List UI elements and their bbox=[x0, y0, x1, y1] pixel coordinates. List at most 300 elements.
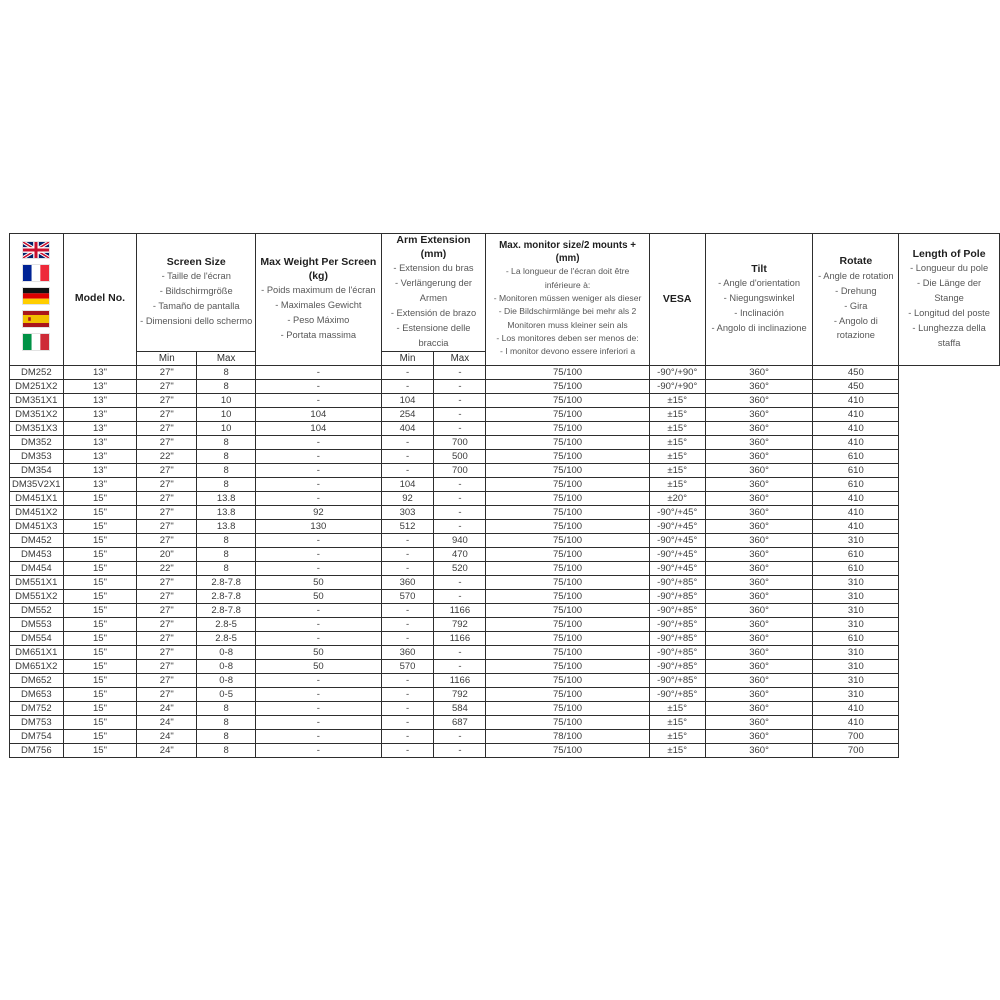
cell-rotate: 360° bbox=[705, 645, 813, 659]
cell-arm-max: - bbox=[381, 715, 434, 729]
cell-max-weight: 8 bbox=[197, 449, 256, 463]
cell-rotate: 360° bbox=[705, 589, 813, 603]
cell-model: DM552 bbox=[10, 603, 64, 617]
cell-screen-min: 15" bbox=[63, 729, 137, 743]
cell-model: DM451X3 bbox=[10, 519, 64, 533]
cell-vesa: 75/100 bbox=[486, 673, 649, 687]
tilt-trans-fr: - Angle d'orientation bbox=[718, 278, 801, 289]
cell-pole-length: 310 bbox=[813, 673, 899, 687]
arm-extension-title: Arm Extension (mm) bbox=[396, 234, 471, 260]
cell-vesa: 75/100 bbox=[486, 603, 649, 617]
cell-screen-min: 15" bbox=[63, 589, 137, 603]
cell-screen-min: 15" bbox=[63, 701, 137, 715]
cell-model: DM454 bbox=[10, 561, 64, 575]
cell-arm-max: - bbox=[381, 617, 434, 631]
cell-tilt: ±15° bbox=[649, 463, 705, 477]
cell-screen-max: 27" bbox=[137, 477, 197, 491]
pole-title: Length of Pole bbox=[912, 247, 986, 260]
cell-arm-min: - bbox=[256, 743, 382, 757]
cell-rotate: 360° bbox=[705, 673, 813, 687]
cell-model: DM451X1 bbox=[10, 491, 64, 505]
cell-arm-max: - bbox=[381, 687, 434, 701]
table-row bbox=[10, 407, 1000, 421]
cell-model: DM353 bbox=[10, 449, 64, 463]
cell-rotate: 360° bbox=[705, 729, 813, 743]
cell-model: DM35V2X1 bbox=[10, 477, 64, 491]
table-row bbox=[10, 505, 1000, 519]
cell-screen-max: 27" bbox=[137, 491, 197, 505]
cell-max-monitor: - bbox=[434, 519, 486, 533]
table-row bbox=[10, 743, 1000, 757]
spec-table-body bbox=[10, 365, 1000, 757]
cell-arm-max: 360 bbox=[381, 575, 434, 589]
arm-ext-trans-de: - Verlängerung der Armen bbox=[394, 278, 472, 304]
cell-max-monitor: 500 bbox=[434, 449, 486, 463]
cell-arm-max: 512 bbox=[381, 519, 434, 533]
cell-screen-max: 24" bbox=[137, 701, 197, 715]
language-flags-cell bbox=[10, 234, 64, 366]
cell-rotate: 360° bbox=[705, 449, 813, 463]
max-weight-trans-es: - Peso Máximo bbox=[287, 314, 350, 325]
cell-max-weight: 8 bbox=[197, 435, 256, 449]
cell-pole-length: 450 bbox=[813, 379, 899, 393]
italy-flag-icon bbox=[23, 334, 49, 350]
max-monitor-trans-fr: - La longueur de l'écran doit être inférieure à: bbox=[505, 266, 630, 290]
cell-rotate: 360° bbox=[705, 561, 813, 575]
cell-screen-max: 27" bbox=[137, 533, 197, 547]
cell-model: DM252 bbox=[10, 365, 64, 379]
cell-rotate: 360° bbox=[705, 505, 813, 519]
cell-pole-length: 410 bbox=[813, 421, 899, 435]
cell-arm-min: - bbox=[256, 379, 382, 393]
cell-arm-max: - bbox=[381, 561, 434, 575]
cell-rotate: 360° bbox=[705, 575, 813, 589]
cell-pole-length: 310 bbox=[813, 575, 899, 589]
cell-vesa: 75/100 bbox=[486, 449, 649, 463]
cell-screen-min: 15" bbox=[63, 491, 137, 505]
cell-model: DM451X2 bbox=[10, 505, 64, 519]
cell-max-monitor: - bbox=[434, 645, 486, 659]
cell-vesa: 75/100 bbox=[486, 575, 649, 589]
cell-vesa: 75/100 bbox=[486, 533, 649, 547]
cell-max-weight: 8 bbox=[197, 715, 256, 729]
cell-tilt: -90°/+85° bbox=[649, 659, 705, 673]
cell-rotate: 360° bbox=[705, 743, 813, 757]
cell-tilt: -90°/+85° bbox=[649, 617, 705, 631]
cell-max-monitor: - bbox=[434, 743, 486, 757]
cell-model: DM453 bbox=[10, 547, 64, 561]
cell-pole-length: 610 bbox=[813, 631, 899, 645]
cell-max-weight: 8 bbox=[197, 379, 256, 393]
cell-vesa: 75/100 bbox=[486, 589, 649, 603]
pole-trans-it: - Lunghezza della staffa bbox=[912, 322, 986, 348]
cell-arm-max: - bbox=[381, 631, 434, 645]
cell-screen-min: 13" bbox=[63, 407, 137, 421]
tilt-trans-it: - Angolo di inclinazione bbox=[711, 322, 807, 333]
cell-max-monitor: 1166 bbox=[434, 603, 486, 617]
screen-size-title: Screen Size bbox=[166, 255, 226, 268]
cell-screen-max: 27" bbox=[137, 463, 197, 477]
cell-vesa: 75/100 bbox=[486, 477, 649, 491]
screen-size-trans-fr: - Taille de l'écran bbox=[161, 271, 231, 282]
cell-tilt: -90°/+90° bbox=[649, 365, 705, 379]
cell-model: DM652 bbox=[10, 673, 64, 687]
france-flag-icon bbox=[23, 265, 49, 281]
cell-rotate: 360° bbox=[705, 407, 813, 421]
cell-tilt: -90°/+85° bbox=[649, 673, 705, 687]
cell-rotate: 360° bbox=[705, 547, 813, 561]
table-row bbox=[10, 575, 1000, 589]
cell-screen-max: 27" bbox=[137, 617, 197, 631]
cell-vesa: 75/100 bbox=[486, 645, 649, 659]
pole-trans-fr: - Longueur du pole bbox=[910, 263, 989, 274]
cell-max-monitor: - bbox=[434, 477, 486, 491]
cell-tilt: ±15° bbox=[649, 701, 705, 715]
cell-max-weight: 2.8-7.8 bbox=[197, 575, 256, 589]
cell-tilt: -90°/+90° bbox=[649, 379, 705, 393]
cell-screen-min: 15" bbox=[63, 645, 137, 659]
table-row bbox=[10, 561, 1000, 575]
table-row bbox=[10, 365, 1000, 379]
tilt-trans-de: - Niegungswinkel bbox=[723, 293, 795, 304]
table-row bbox=[10, 631, 1000, 645]
cell-vesa: 75/100 bbox=[486, 617, 649, 631]
cell-pole-length: 700 bbox=[813, 729, 899, 743]
cell-screen-min: 15" bbox=[63, 715, 137, 729]
cell-rotate: 360° bbox=[705, 379, 813, 393]
cell-max-monitor: - bbox=[434, 421, 486, 435]
arm-ext-trans-es: - Extensión de brazo bbox=[390, 307, 477, 318]
cell-model: DM354 bbox=[10, 463, 64, 477]
cell-arm-min: 50 bbox=[256, 645, 382, 659]
cell-screen-max: 22" bbox=[137, 561, 197, 575]
cell-screen-min: 15" bbox=[63, 617, 137, 631]
table-row bbox=[10, 659, 1000, 673]
table-row bbox=[10, 463, 1000, 477]
cell-max-monitor: - bbox=[434, 491, 486, 505]
cell-vesa: 75/100 bbox=[486, 547, 649, 561]
cell-screen-max: 22" bbox=[137, 449, 197, 463]
cell-vesa: 75/100 bbox=[486, 715, 649, 729]
cell-arm-min: 92 bbox=[256, 505, 382, 519]
cell-vesa: 75/100 bbox=[486, 505, 649, 519]
cell-tilt: ±15° bbox=[649, 729, 705, 743]
cell-arm-max: - bbox=[381, 701, 434, 715]
cell-screen-min: 13" bbox=[63, 365, 137, 379]
max-monitor-trans-de1: - Monitoren müssen weniger als dieser bbox=[493, 293, 642, 304]
screen-size-trans-de: - Bildschirmgröße bbox=[159, 286, 233, 297]
cell-tilt: -90°/+85° bbox=[649, 589, 705, 603]
cell-vesa: 75/100 bbox=[486, 365, 649, 379]
screen-size-max-header: Max bbox=[197, 351, 256, 365]
max-weight-trans-de: - Maximales Gewicht bbox=[275, 300, 362, 311]
cell-arm-max: - bbox=[381, 729, 434, 743]
cell-model: DM452 bbox=[10, 533, 64, 547]
cell-arm-max: - bbox=[381, 673, 434, 687]
cell-arm-min: - bbox=[256, 491, 382, 505]
cell-model: DM351X1 bbox=[10, 393, 64, 407]
table-row bbox=[10, 589, 1000, 603]
cell-arm-max: - bbox=[381, 547, 434, 561]
cell-arm-min: - bbox=[256, 561, 382, 575]
table-row bbox=[10, 687, 1000, 701]
cell-screen-min: 13" bbox=[63, 379, 137, 393]
cell-max-weight: 8 bbox=[197, 701, 256, 715]
cell-rotate: 360° bbox=[705, 463, 813, 477]
cell-screen-min: 15" bbox=[63, 673, 137, 687]
arm-extension-max-header: Max bbox=[434, 351, 486, 365]
header-tilt bbox=[705, 234, 813, 366]
cell-max-monitor: - bbox=[434, 393, 486, 407]
cell-screen-max: 27" bbox=[137, 393, 197, 407]
cell-rotate: 360° bbox=[705, 519, 813, 533]
cell-vesa: 75/100 bbox=[486, 631, 649, 645]
tilt-title: Tilt bbox=[751, 262, 767, 275]
cell-max-monitor: - bbox=[434, 575, 486, 589]
cell-rotate: 360° bbox=[705, 617, 813, 631]
cell-model: DM352 bbox=[10, 435, 64, 449]
cell-vesa: 75/100 bbox=[486, 561, 649, 575]
cell-pole-length: 310 bbox=[813, 659, 899, 673]
cell-arm-min: 104 bbox=[256, 407, 382, 421]
cell-screen-max: 27" bbox=[137, 519, 197, 533]
screen-size-trans-es: - Tamaño de pantalla bbox=[152, 301, 240, 312]
cell-tilt: -90°/+85° bbox=[649, 687, 705, 701]
cell-screen-max: 27" bbox=[137, 379, 197, 393]
max-monitor-title: Max. monitor size/2 mounts + (mm) bbox=[499, 239, 637, 264]
table-row bbox=[10, 617, 1000, 631]
cell-max-weight: 2.8-5 bbox=[197, 631, 256, 645]
cell-screen-min: 15" bbox=[63, 561, 137, 575]
cell-pole-length: 310 bbox=[813, 687, 899, 701]
max-weight-trans-it: - Portata massima bbox=[280, 329, 357, 340]
cell-screen-min: 13" bbox=[63, 421, 137, 435]
cell-tilt: ±15° bbox=[649, 393, 705, 407]
cell-tilt: -90°/+85° bbox=[649, 575, 705, 589]
cell-max-weight: 8 bbox=[197, 533, 256, 547]
cell-pole-length: 410 bbox=[813, 491, 899, 505]
cell-max-monitor: 1166 bbox=[434, 673, 486, 687]
cell-max-monitor: - bbox=[434, 407, 486, 421]
table-row bbox=[10, 533, 1000, 547]
cell-model: DM756 bbox=[10, 743, 64, 757]
cell-arm-max: 104 bbox=[381, 393, 434, 407]
cell-arm-max: - bbox=[381, 379, 434, 393]
cell-model: DM554 bbox=[10, 631, 64, 645]
cell-screen-max: 24" bbox=[137, 743, 197, 757]
cell-vesa: 75/100 bbox=[486, 701, 649, 715]
max-monitor-trans-it: - I monitor devono essere inferiori a bbox=[499, 346, 636, 357]
cell-screen-min: 15" bbox=[63, 505, 137, 519]
cell-arm-min: - bbox=[256, 729, 382, 743]
cell-pole-length: 410 bbox=[813, 701, 899, 715]
cell-model: DM752 bbox=[10, 701, 64, 715]
cell-screen-max: 27" bbox=[137, 589, 197, 603]
cell-screen-min: 15" bbox=[63, 519, 137, 533]
cell-arm-max: - bbox=[381, 743, 434, 757]
cell-screen-max: 27" bbox=[137, 631, 197, 645]
cell-max-weight: 8 bbox=[197, 365, 256, 379]
rotate-trans-fr: - Angle de rotation bbox=[818, 270, 894, 281]
table-row bbox=[10, 729, 1000, 743]
cell-rotate: 360° bbox=[705, 701, 813, 715]
cell-arm-max: 360 bbox=[381, 645, 434, 659]
cell-model: DM651X1 bbox=[10, 645, 64, 659]
cell-vesa: 75/100 bbox=[486, 491, 649, 505]
table-row bbox=[10, 673, 1000, 687]
cell-screen-min: 15" bbox=[63, 687, 137, 701]
header-max-weight bbox=[256, 234, 382, 366]
uk-flag-icon bbox=[23, 242, 49, 258]
cell-arm-min: - bbox=[256, 715, 382, 729]
cell-vesa: 75/100 bbox=[486, 519, 649, 533]
cell-rotate: 360° bbox=[705, 365, 813, 379]
cell-tilt: -90°/+85° bbox=[649, 603, 705, 617]
cell-vesa: 75/100 bbox=[486, 393, 649, 407]
cell-vesa: 75/100 bbox=[486, 435, 649, 449]
cell-screen-min: 15" bbox=[63, 659, 137, 673]
cell-tilt: -90°/+45° bbox=[649, 519, 705, 533]
table-row bbox=[10, 379, 1000, 393]
cell-max-monitor: 700 bbox=[434, 463, 486, 477]
cell-tilt: ±15° bbox=[649, 407, 705, 421]
cell-rotate: 360° bbox=[705, 715, 813, 729]
cell-vesa: 75/100 bbox=[486, 743, 649, 757]
cell-tilt: -90°/+45° bbox=[649, 547, 705, 561]
cell-vesa: 78/100 bbox=[486, 729, 649, 743]
cell-tilt: ±15° bbox=[649, 743, 705, 757]
table-row bbox=[10, 421, 1000, 435]
cell-arm-min: - bbox=[256, 617, 382, 631]
header-vesa bbox=[649, 234, 705, 366]
cell-pole-length: 310 bbox=[813, 533, 899, 547]
cell-max-monitor: 520 bbox=[434, 561, 486, 575]
cell-pole-length: 610 bbox=[813, 463, 899, 477]
table-row bbox=[10, 491, 1000, 505]
cell-arm-max: - bbox=[381, 533, 434, 547]
table-row bbox=[10, 547, 1000, 561]
cell-tilt: ±15° bbox=[649, 435, 705, 449]
table-header bbox=[10, 234, 1000, 366]
cell-arm-max: - bbox=[381, 435, 434, 449]
cell-pole-length: 310 bbox=[813, 617, 899, 631]
cell-model: DM351X3 bbox=[10, 421, 64, 435]
cell-max-monitor: 792 bbox=[434, 687, 486, 701]
rotate-trans-es: - Gira bbox=[844, 300, 868, 311]
cell-screen-min: 15" bbox=[63, 547, 137, 561]
cell-screen-min: 13" bbox=[63, 393, 137, 407]
header-arm-extension bbox=[381, 234, 486, 352]
cell-max-weight: 10 bbox=[197, 421, 256, 435]
table-row bbox=[10, 519, 1000, 533]
cell-max-monitor: 687 bbox=[434, 715, 486, 729]
cell-screen-min: 15" bbox=[63, 533, 137, 547]
cell-max-weight: 8 bbox=[197, 561, 256, 575]
cell-rotate: 360° bbox=[705, 393, 813, 407]
cell-screen-min: 15" bbox=[63, 631, 137, 645]
cell-max-weight: 0-8 bbox=[197, 645, 256, 659]
cell-rotate: 360° bbox=[705, 421, 813, 435]
cell-model: DM651X2 bbox=[10, 659, 64, 673]
cell-tilt: ±20° bbox=[649, 491, 705, 505]
cell-max-monitor: - bbox=[434, 659, 486, 673]
monitor-mount-spec-table bbox=[9, 233, 1000, 758]
cell-tilt: -90°/+45° bbox=[649, 533, 705, 547]
max-monitor-trans-es: - Los monitores deben ser menos de: bbox=[496, 332, 639, 343]
germany-flag-icon bbox=[23, 288, 49, 304]
cell-max-weight: 13.8 bbox=[197, 519, 256, 533]
cell-screen-min: 15" bbox=[63, 575, 137, 589]
cell-max-weight: 2.8-7.8 bbox=[197, 603, 256, 617]
header-rotate bbox=[813, 234, 899, 366]
cell-max-weight: 8 bbox=[197, 477, 256, 491]
cell-arm-max: 254 bbox=[381, 407, 434, 421]
cell-model: DM551X2 bbox=[10, 589, 64, 603]
cell-tilt: ±15° bbox=[649, 421, 705, 435]
cell-max-weight: 8 bbox=[197, 547, 256, 561]
cell-pole-length: 610 bbox=[813, 449, 899, 463]
cell-model: DM351X2 bbox=[10, 407, 64, 421]
cell-vesa: 75/100 bbox=[486, 659, 649, 673]
pole-trans-es: - Longitud del poste bbox=[908, 308, 990, 319]
cell-max-monitor: 940 bbox=[434, 533, 486, 547]
cell-vesa: 75/100 bbox=[486, 687, 649, 701]
cell-model: DM553 bbox=[10, 617, 64, 631]
cell-max-weight: 8 bbox=[197, 729, 256, 743]
cell-max-weight: 8 bbox=[197, 743, 256, 757]
cell-pole-length: 310 bbox=[813, 603, 899, 617]
cell-pole-length: 310 bbox=[813, 589, 899, 603]
cell-rotate: 360° bbox=[705, 477, 813, 491]
rotate-trans-de: - Drehung bbox=[835, 285, 877, 296]
cell-arm-min: 50 bbox=[256, 575, 382, 589]
table-row bbox=[10, 701, 1000, 715]
cell-model: DM251X2 bbox=[10, 379, 64, 393]
cell-screen-min: 13" bbox=[63, 435, 137, 449]
cell-max-weight: 2.8-5 bbox=[197, 617, 256, 631]
cell-arm-min: - bbox=[256, 435, 382, 449]
cell-screen-max: 27" bbox=[137, 575, 197, 589]
cell-screen-min: 13" bbox=[63, 449, 137, 463]
cell-rotate: 360° bbox=[705, 659, 813, 673]
cell-screen-max: 27" bbox=[137, 673, 197, 687]
table-row bbox=[10, 393, 1000, 407]
cell-pole-length: 410 bbox=[813, 407, 899, 421]
cell-screen-max: 27" bbox=[137, 603, 197, 617]
cell-arm-min: - bbox=[256, 547, 382, 561]
cell-max-weight: 10 bbox=[197, 407, 256, 421]
cell-max-monitor: - bbox=[434, 729, 486, 743]
cell-arm-min: - bbox=[256, 463, 382, 477]
cell-arm-min: 104 bbox=[256, 421, 382, 435]
cell-rotate: 360° bbox=[705, 533, 813, 547]
cell-screen-max: 27" bbox=[137, 687, 197, 701]
cell-max-weight: 0-8 bbox=[197, 659, 256, 673]
cell-arm-min: - bbox=[256, 631, 382, 645]
cell-max-weight: 10 bbox=[197, 393, 256, 407]
cell-arm-min: - bbox=[256, 701, 382, 715]
cell-arm-min: - bbox=[256, 449, 382, 463]
vesa-label: VESA bbox=[662, 293, 692, 306]
cell-arm-min: 130 bbox=[256, 519, 382, 533]
header-pole-length bbox=[899, 234, 1000, 366]
cell-vesa: 75/100 bbox=[486, 421, 649, 435]
arm-ext-trans-it: - Estensione delle braccia bbox=[396, 322, 471, 348]
cell-rotate: 360° bbox=[705, 687, 813, 701]
cell-pole-length: 410 bbox=[813, 715, 899, 729]
cell-rotate: 360° bbox=[705, 491, 813, 505]
cell-arm-max: 104 bbox=[381, 477, 434, 491]
